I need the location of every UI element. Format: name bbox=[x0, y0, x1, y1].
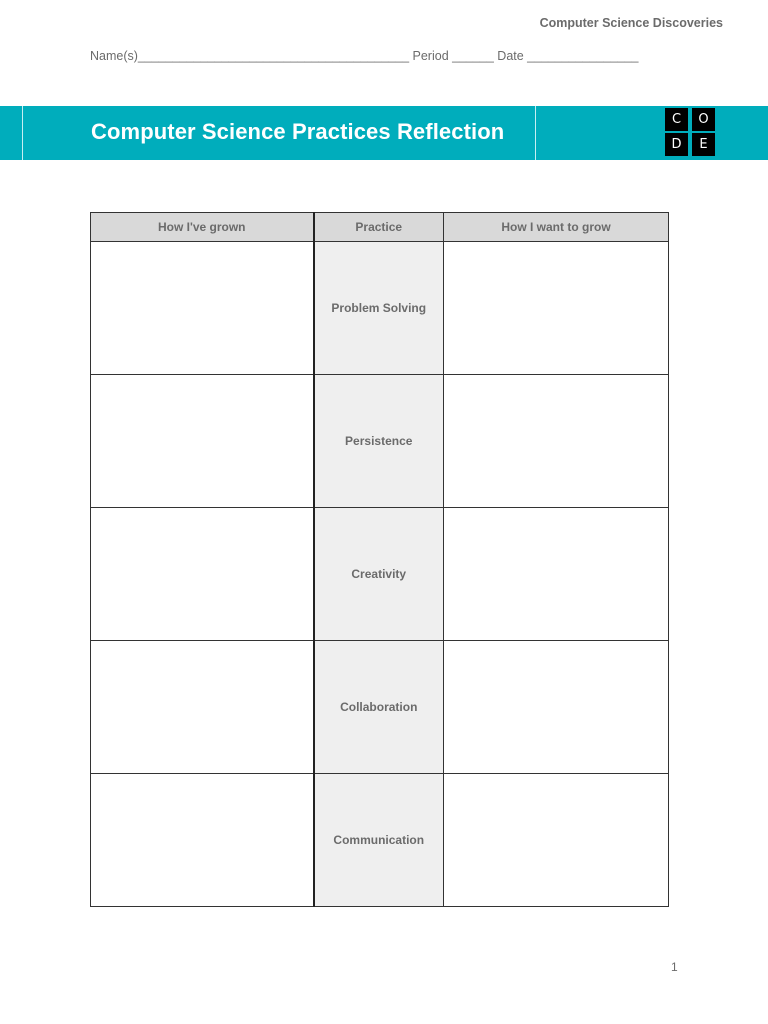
want-cell[interactable] bbox=[444, 774, 669, 907]
banner-divider bbox=[22, 106, 23, 160]
table-row bbox=[91, 774, 669, 907]
student-info-fields: Name(s)_______________________________________ Period ______ Date ________________ bbox=[90, 49, 639, 63]
grown-cell[interactable] bbox=[91, 242, 314, 375]
column-header-grown: How I've grown bbox=[91, 213, 314, 242]
practice-cell: Persistence bbox=[314, 375, 444, 508]
reflection-table bbox=[90, 212, 669, 907]
table-row bbox=[91, 641, 669, 774]
title-banner bbox=[0, 106, 768, 160]
table-row bbox=[91, 242, 669, 375]
grown-cell[interactable] bbox=[91, 508, 314, 641]
practice-cell: Collaboration bbox=[314, 641, 444, 774]
code-logo bbox=[665, 108, 717, 158]
page-number: 1 bbox=[671, 960, 678, 974]
want-cell[interactable] bbox=[444, 242, 669, 375]
column-header-want: How I want to grow bbox=[444, 213, 669, 242]
logo-letter: E bbox=[692, 133, 715, 156]
grown-cell[interactable] bbox=[91, 375, 314, 508]
logo-letter: C bbox=[665, 108, 688, 131]
table-row bbox=[91, 508, 669, 641]
practice-cell: Problem Solving bbox=[314, 242, 444, 375]
banner-divider bbox=[535, 106, 536, 160]
table-header-row bbox=[91, 213, 669, 242]
grown-cell[interactable] bbox=[91, 774, 314, 907]
want-cell[interactable] bbox=[444, 508, 669, 641]
logo-letter: O bbox=[692, 108, 715, 131]
want-cell[interactable] bbox=[444, 641, 669, 774]
practice-cell: Communication bbox=[314, 774, 444, 907]
practice-cell: Creativity bbox=[314, 508, 444, 641]
course-name: Computer Science Discoveries bbox=[539, 16, 723, 30]
table-row bbox=[91, 375, 669, 508]
column-header-practice: Practice bbox=[314, 213, 444, 242]
want-cell[interactable] bbox=[444, 375, 669, 508]
grown-cell[interactable] bbox=[91, 641, 314, 774]
logo-letter: D bbox=[665, 133, 688, 156]
page-title: Computer Science Practices Reflection bbox=[91, 119, 505, 144]
